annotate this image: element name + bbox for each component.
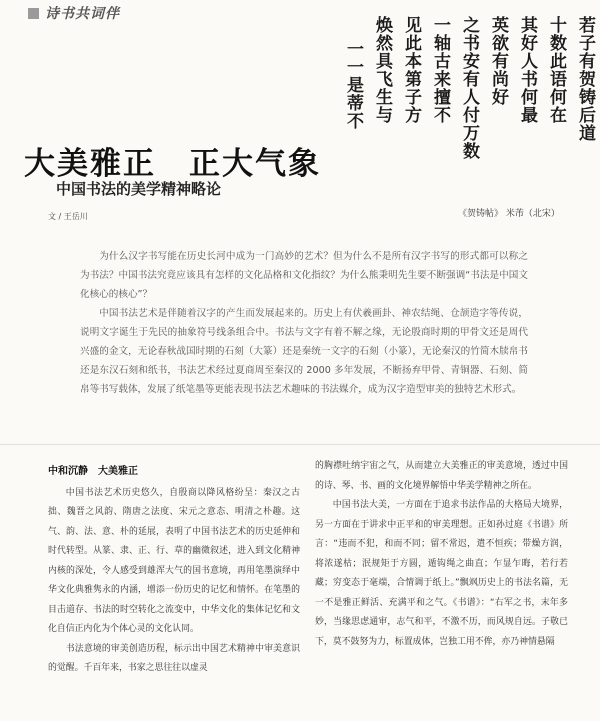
calligraphy-column: 见此本第子方 (401, 16, 421, 124)
calligraphy-column: 若子有贺铸后道 (575, 16, 595, 142)
calligraphy-column: 英欲有尚好 (488, 16, 508, 106)
calligraphy-caption: 《贺铸帖》 米芾（北宋） (458, 209, 560, 219)
left-column (48, 462, 300, 679)
section-heading: 中和沉静 大美雅正 (48, 466, 138, 477)
body-paragraph: 的胸襟吐纳宇宙之气，从而建立大美雅正的审美意境，透过中国的诗、琴、书、画的文化境界解悟中华美学精神之所在。 (315, 461, 568, 491)
calligraphy-column: 焕然具飞生与 (372, 16, 392, 124)
body-paragraph: 中国书法大美，一方面在于追求书法作品的大格局大境界，另一方面在于讲求中正平和的审美理想。正如孙过庭《书谱》所言：“违而不犯，和而不同；留不常迟，遣不恒疾；带燥方润，将浓遂枯；泯规矩于方圆，遁钩绳之曲直；乍显乍晦，若行若藏；穷变态于毫端，合情调于纸上。”飘飒历史上的书法名篇，无一不是雅正鲜活、充满平和之气。《书谱》：“右军之书，末年多妙，当缘思虑通审，志气和平，不激不历，而风规自远。子敬已下，莫不鼓努为力，标置成体，岂独工用不侔，亦乃神情悬隔 (315, 500, 568, 647)
article-subtitle: 中国书法的美学精神略论 (56, 180, 222, 198)
body-paragraph: 书法意境的审美创造历程，标示出中国艺术精神中审美意识的觉醒。千百年来，书家之思往往以虚灵 (48, 643, 300, 673)
body-paragraph: 中国书法艺术历史悠久，自殷商以降风格纷呈：秦汉之古拙、魏晋之风韵、隋唐之法度、宋元之意态、明清之朴趣。这气、韵、法、意、朴的延展，表明了中国书法艺术的历史延伸和时代转型。从篆、隶、正、行、草的幽微叙述，进入到文化精神内核的深处，令人感受到雄浑大气的国书意境，再用笔墨演绎中华文化典雅隽永的内涵，增添一份历史的记忆和情怀。在笔墨的目击道存、书法的时空转化之流变中，中华文化的集体记忆和文化自信正内化为个体心灵的文化认同。 (48, 487, 300, 634)
calligraphy-column: 其好人书何最 (517, 16, 537, 124)
article-author: 文 / 王岳川 (48, 212, 88, 221)
calligraphy-column: 一轴古来擅不 (430, 16, 450, 124)
article-abstract (80, 247, 528, 399)
header-square-icon (28, 8, 39, 19)
right-column (315, 457, 568, 652)
divider (0, 444, 600, 445)
calligraphy-column: 一一是蒂不 (343, 40, 363, 130)
calligraphy-image (336, 16, 594, 216)
calligraphy-column: 之书安有人付万数 (459, 16, 479, 160)
abstract-paragraph: 中国书法艺术是伴随着汉字的产生而发展起来的。历史上有伏羲画卦、神农结绳、仓颉造字等传说，说明文字诞生于先民的抽象符号线条组合中。书法与文字有着不解之缘，无论殷商时期的甲骨文还是周代兴盛的金文，无论春秋战国时期的石刻（大篆）还是秦统一文字的石刻（小篆），无论秦汉的竹简木牍帛书还是东汉石刻和纸书，书法艺术经过夏商周至秦汉的 2000 多年发展，不断扬弃甲骨、青铜器、石刻、简帛等书写载体，发展了纸笔墨等更能表现书法艺术趣味的书法媒介，成为汉字造型审美的独特艺术形式。 (80, 308, 528, 395)
header-title: 诗书共词伴 (45, 6, 120, 22)
abstract-paragraph: 为什么汉字书写能在历史长河中成为一门高妙的艺术？但为什么不是所有汉字书写的形式都可以称之为书法？中国书法究竟应该具有怎样的文化品格和文化指纹？为什么熊秉明先生要不断强调“书法是中国文化核心的核心”？ (80, 251, 528, 300)
calligraphy-column: 十数此语何在 (546, 16, 566, 124)
page-header (28, 4, 120, 22)
article-title: 大美雅正 正大气象 (24, 146, 321, 182)
